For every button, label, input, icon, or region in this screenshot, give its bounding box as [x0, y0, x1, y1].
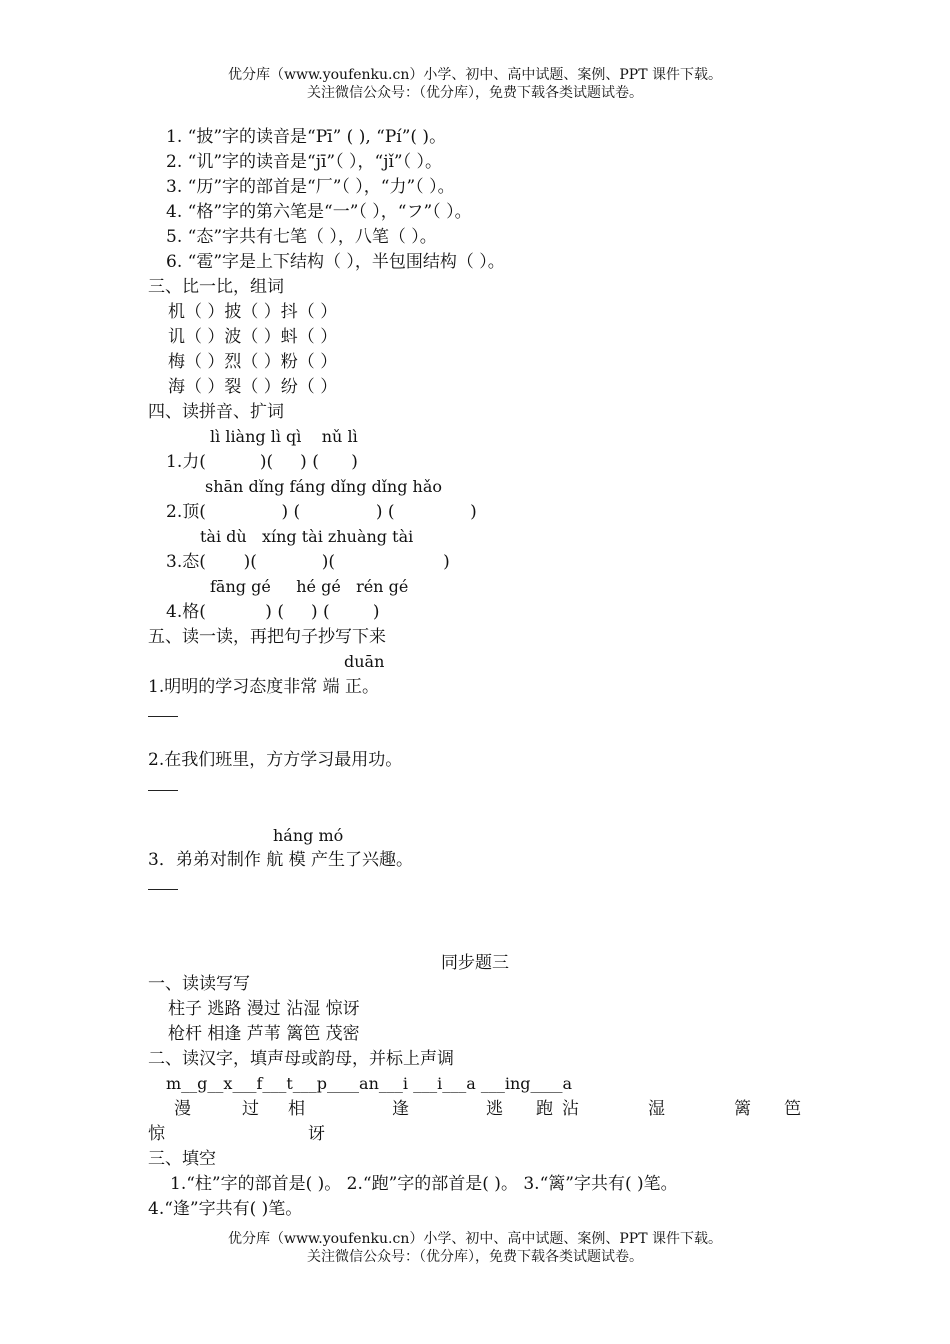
word-row: 枪杆 相逢 芦苇 篱笆 茂密 [168, 1024, 360, 1044]
expand-word-line: 4.格( ) ( ) ( ) [166, 602, 380, 622]
pinyin-annotation: duān [344, 652, 385, 671]
question-item: 2. “讥”字的读音是“jī”（ ），“jǐ”（ ）。 [166, 152, 442, 172]
question-item: 4. “格”字的第六笔是“一”（ ），“フ”（ ）。 [166, 202, 472, 222]
section-title: 五、读一读，再把句子抄写下来 [148, 627, 386, 647]
answer-line [148, 889, 178, 890]
question-item: 6. “雹”字是上下结构（ ），半包围结构（ ）。 [166, 252, 505, 272]
pinyin-line: lì liàng lì qì nǔ lì [210, 427, 358, 446]
pinyin-line: fāng gé hé gé rén gé [210, 577, 409, 596]
hanzi-char: 笆 [784, 1099, 801, 1119]
header-line-1: 优分库（www.youfenku.cn）小学、初中、高中试题、案例、PPT 课件下载。 [227, 67, 722, 83]
pinyin-line: shān dǐng fáng dǐng dǐng hǎo [205, 477, 442, 496]
hanzi-char: 惊 [148, 1124, 165, 1144]
footer-line-1: 优分库（www.youfenku.cn）小学、初中、高中试题、案例、PPT 课件下载。 [227, 1231, 722, 1247]
page-footer [0, 1230, 950, 1266]
hanzi-char: 逃 [486, 1099, 503, 1119]
hanzi-char: 湿 [648, 1099, 665, 1119]
sentence: 2.在我们班里，方方学习最用功。 [148, 750, 403, 770]
hanzi-char: 跑 [536, 1099, 553, 1119]
section-title: 四、读拼音、扩词 [148, 402, 284, 422]
sentence: 3．弟弟对制作 航 模 产生了兴趣。 [148, 850, 414, 870]
compare-row: 讥（ ）波（ ）蚪（ ） [168, 327, 338, 347]
section-title: 二、读汉字，填声母或韵母，并标上声调 [148, 1049, 454, 1069]
compare-row: 海（ ）裂（ ）纷（ ） [168, 377, 338, 397]
word-row: 柱子 逃路 漫过 沾湿 惊讶 [168, 999, 360, 1019]
answer-line [148, 716, 178, 717]
compare-row: 梅（ ）烈（ ）粉（ ） [168, 352, 338, 372]
page-header [0, 66, 950, 102]
header-line-2: 关注微信公众号：（优分库），免费下载各类试题试卷。 [307, 85, 643, 101]
hanzi-char: 逢 [392, 1099, 409, 1119]
hanzi-char: 过 [242, 1099, 259, 1119]
hanzi-char: 篱 [734, 1099, 751, 1119]
section-title: 三、填空 [148, 1149, 216, 1169]
section-title: 三、比一比，组词 [148, 277, 284, 297]
fill-blank-line: 4.“逢”字共有( )笔。 [148, 1199, 303, 1219]
expand-word-line: 2.顶( ) ( ) ( ) [166, 502, 477, 522]
hanzi-char: 漫 [174, 1099, 191, 1119]
hanzi-char: 沾 [562, 1099, 579, 1119]
compare-row: 机（ ）披（ ）抖（ ） [168, 302, 338, 322]
section-title: 一、读读写写 [148, 974, 250, 994]
question-item: 1. “披”字的读音是“Pī” ( ), “Pí”( )。 [166, 127, 447, 147]
exercise-title: 同步题三 [441, 953, 509, 973]
phonetic-fill-pattern: m__g__x___f___t___p____an___i ___i___a ___ing____a [166, 1074, 573, 1093]
sentence: 1.明明的学习态度非常 端 正。 [148, 677, 380, 697]
hanzi-char: 讶 [308, 1124, 325, 1144]
pinyin-annotation: háng mó [273, 826, 344, 845]
expand-word-line: 1.力( )( ) ( ) [166, 452, 358, 472]
footer-line-2: 关注微信公众号：（优分库），免费下载各类试题试卷。 [307, 1249, 643, 1265]
question-item: 5. “态”字共有七笔（ ），八笔（ ）。 [166, 227, 437, 247]
question-item: 3. “历”字的部首是“厂”（ ），“力”（ ）。 [166, 177, 455, 197]
hanzi-char: 相 [288, 1099, 305, 1119]
pinyin-line: tài dù xíng tài zhuàng tài [200, 527, 414, 546]
fill-blank-line: 1.“柱”字的部首是( )。 2.“跑”字的部首是( )。 3.“篱”字共有( )笔。 [170, 1174, 678, 1194]
expand-word-line: 3.态( )( )( ) [166, 552, 450, 572]
answer-line [148, 790, 178, 791]
